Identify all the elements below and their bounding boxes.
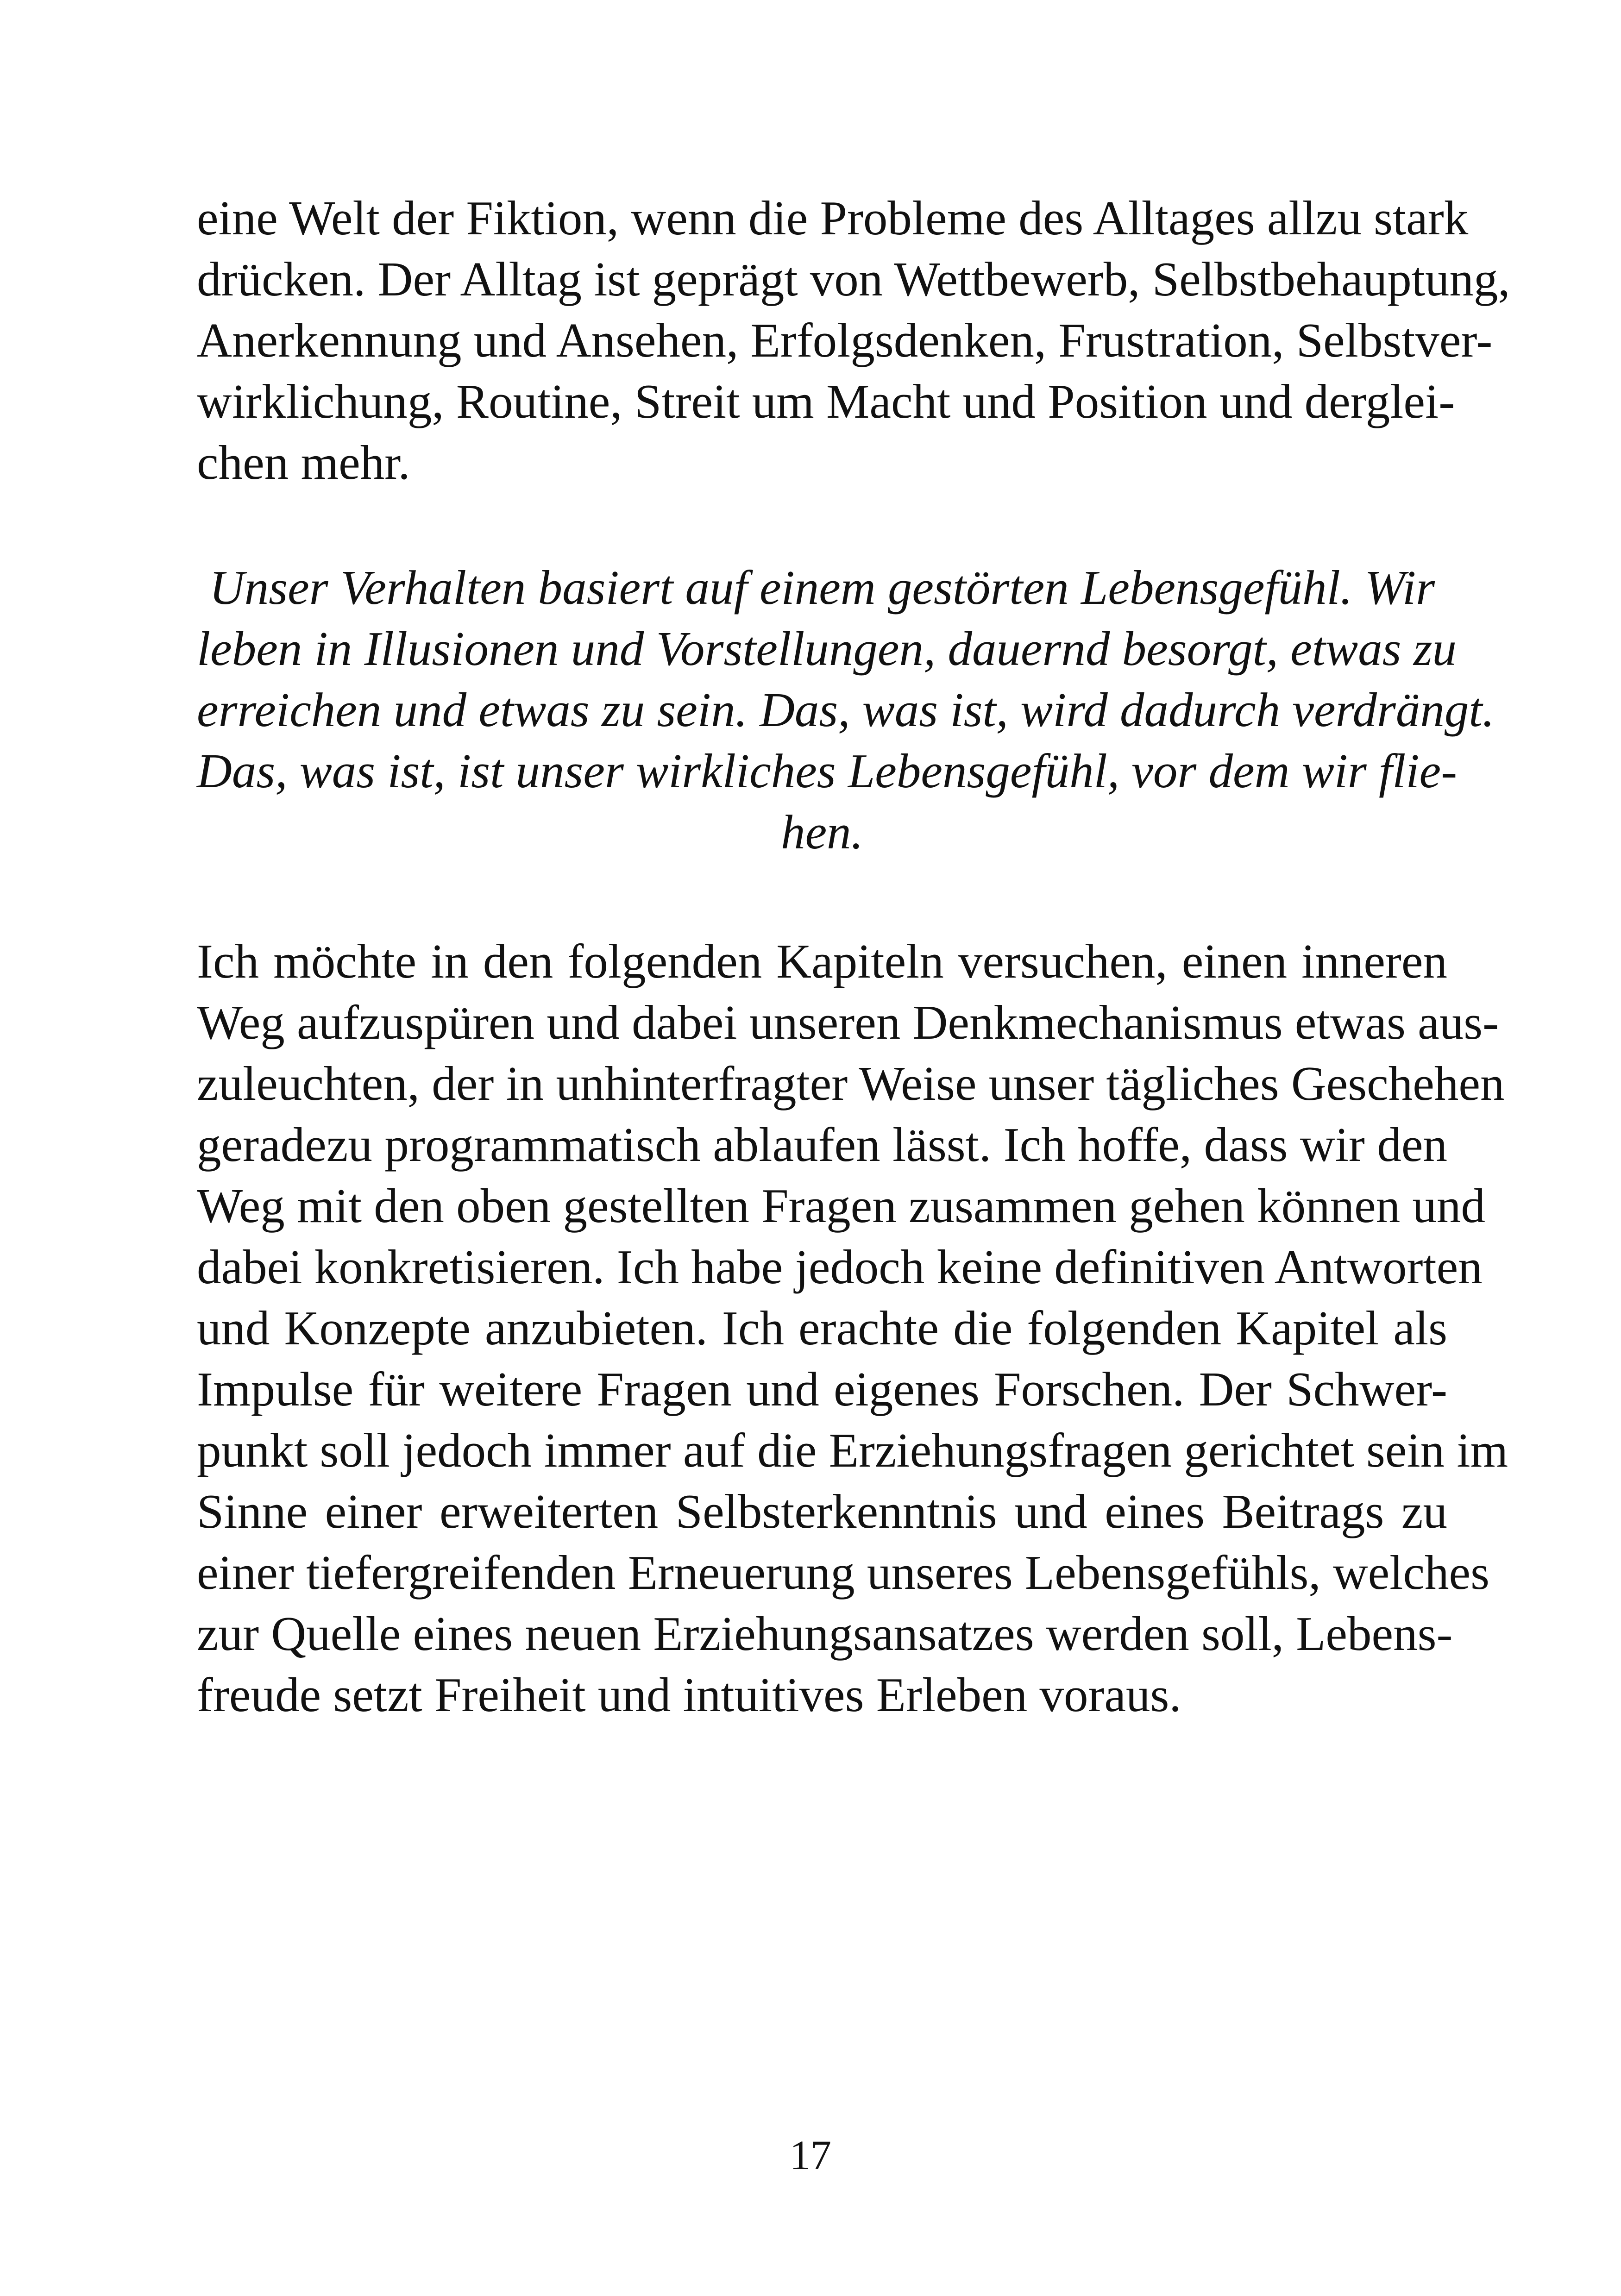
text-line: Weg aufzuspüren und dabei unseren Denkmechanismus etwas aus- xyxy=(197,995,1499,1049)
quote-line: leben in Illusionen und Vorstellungen, dauernd besorgt, etwas zu xyxy=(197,621,1457,676)
text-line: chen mehr. xyxy=(197,435,410,489)
text-line: wirklichung, Routine, Streit um Macht und Position und derglei- xyxy=(197,374,1455,428)
text-line: Sinne einer erweiterten Selbsterkenntnis und eines Beitrags zu xyxy=(197,1484,1447,1538)
text-line: freude setzt Freiheit und intuitives Erleben voraus. xyxy=(197,1668,1181,1722)
text-line: zur Quelle eines neuen Erziehungsansatzes werden soll, Lebens- xyxy=(197,1606,1453,1661)
quote-line: erreichen und etwas zu sein. Das, was ist, wird dadurch verdrängt. xyxy=(197,683,1495,737)
text-line: drücken. Der Alltag ist geprägt von Wettbewerb, Selbstbehauptung, xyxy=(197,252,1510,306)
quote-line: Unser Verhalten basiert auf einem gestörten Lebensgefühl. Wir xyxy=(209,560,1435,615)
quote-line: hen. xyxy=(781,805,863,859)
text-line: Ich möchte in den folgenden Kapiteln versuchen, einen inneren xyxy=(197,934,1447,988)
text-line: punkt soll jedoch immer auf die Erziehungsfragen gerichtet sein im xyxy=(197,1423,1508,1477)
text-line: einer tiefergreifenden Erneuerung unseres Lebensgefühls, welches xyxy=(197,1545,1490,1600)
quote-line: Das, was ist, ist unser wirkliches Lebensgefühl, vor dem wir flie- xyxy=(197,744,1458,798)
page-number: 17 xyxy=(790,2133,831,2178)
text-line: dabei konkretisieren. Ich habe jedoch keine definitiven Antworten xyxy=(197,1240,1483,1294)
text-line: Anerkennung und Ansehen, Erfolgsdenken, Frustration, Selbstver- xyxy=(197,313,1493,367)
text-line: zuleuchten, der in unhinterfragter Weise unser tägliches Geschehen xyxy=(197,1056,1505,1110)
text-line: eine Welt der Fiktion, wenn die Probleme des Alltages allzu stark xyxy=(197,191,1469,245)
text-line: Weg mit den oben gestellten Fragen zusammen gehen können und xyxy=(197,1179,1486,1233)
text-line: Impulse für weitere Fragen und eigenes Forschen. Der Schwer- xyxy=(197,1362,1447,1416)
text-line: und Konzepte anzubieten. Ich erachte die folgenden Kapitel als xyxy=(197,1301,1447,1355)
text-line: geradezu programmatisch ablaufen lässt. Ich hoffe, dass wir den xyxy=(197,1117,1447,1172)
